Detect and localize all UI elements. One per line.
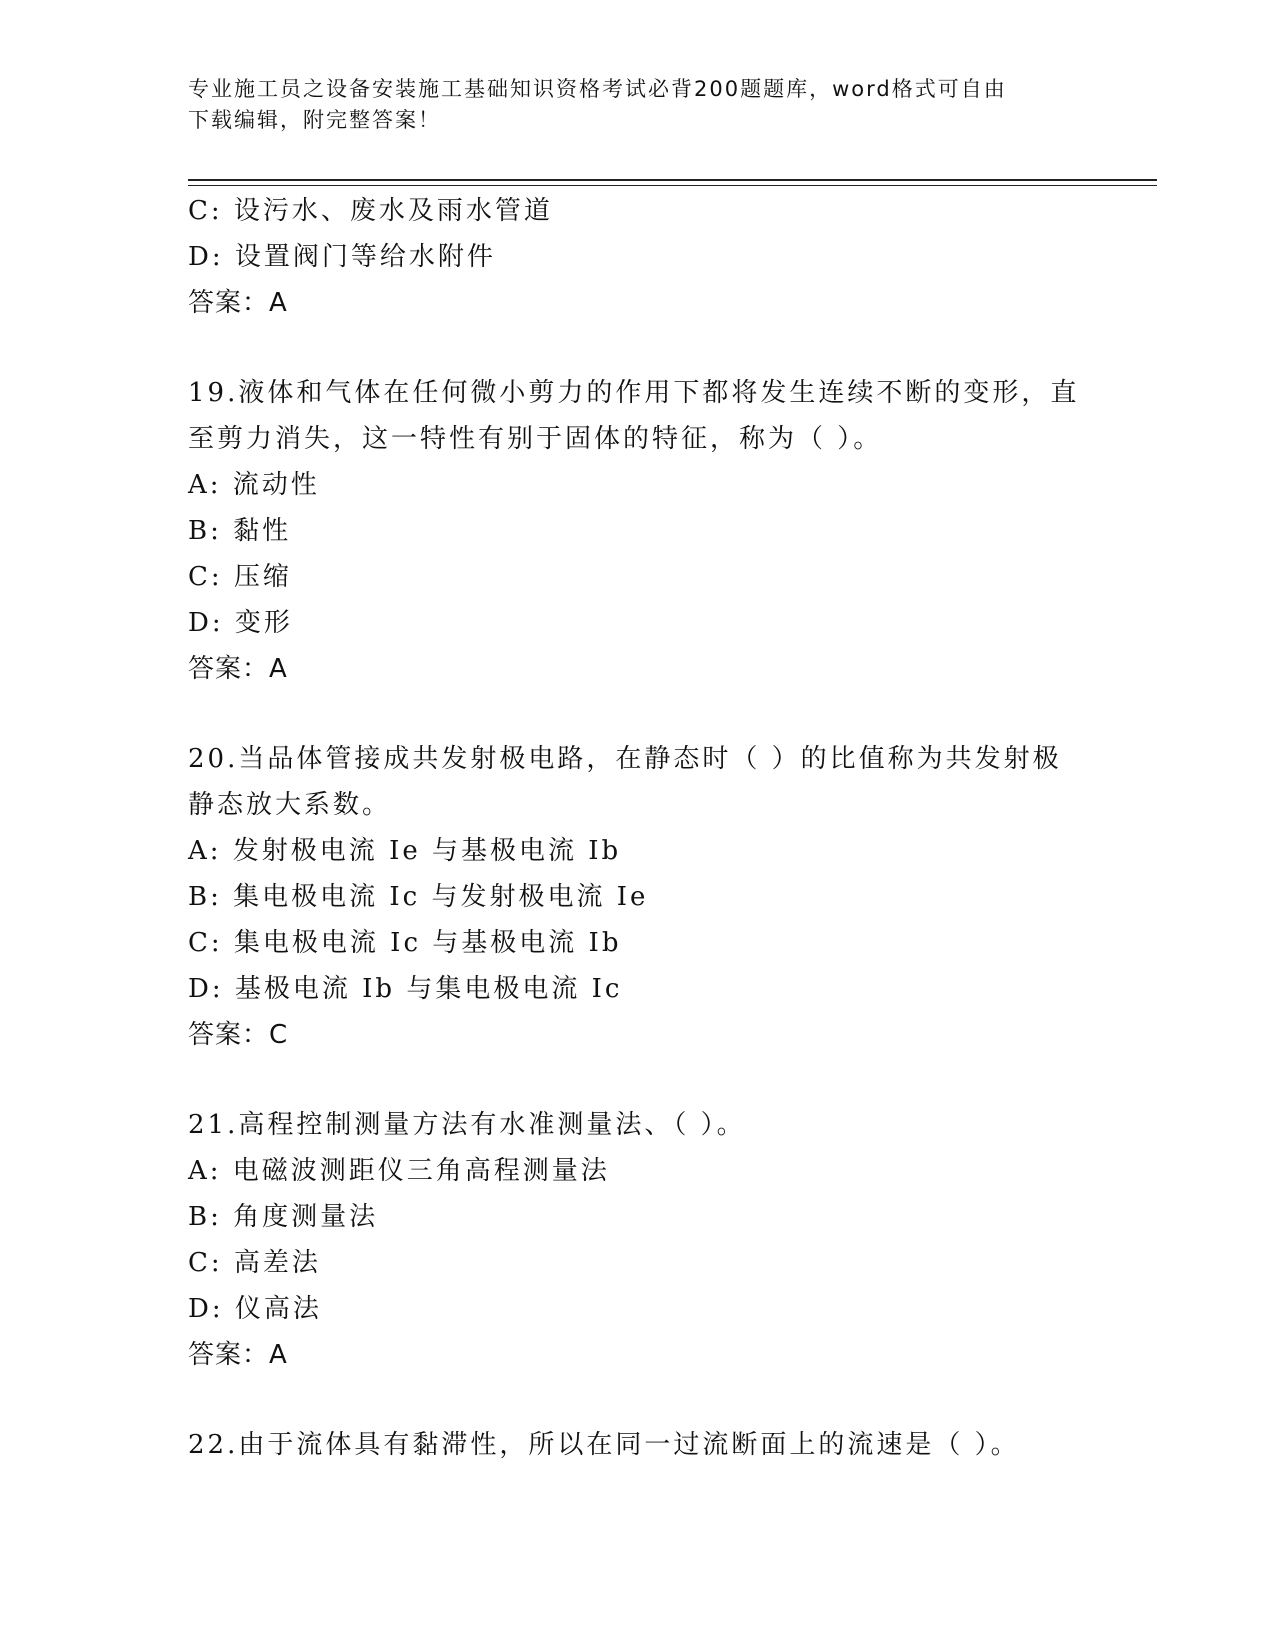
- option-c: C: 高差法: [188, 1248, 321, 1278]
- option-d: D: 仪高法: [188, 1294, 322, 1324]
- answer-line: 答案：A: [188, 288, 288, 318]
- option-b: B: 黏性: [188, 516, 292, 546]
- option-b: B: 角度测量法: [188, 1202, 379, 1232]
- option-a: A: 流动性: [188, 470, 320, 500]
- question-text-line: 静态放大系数。: [188, 790, 392, 820]
- header-line-2: 下载编辑，附完整答案！: [188, 108, 441, 132]
- option-a: A: 发射极电流 Ie 与基极电流 Ib: [188, 836, 622, 866]
- header-divider-thick: [188, 179, 1157, 181]
- option-d: D: 变形: [188, 608, 293, 638]
- option-c: C: 集电极电流 Ic 与基极电流 Ib: [188, 928, 622, 958]
- question-20: [188, 736, 1088, 1058]
- option-b: B: 集电极电流 Ic 与发射极电流 Ie: [188, 882, 649, 912]
- question-text-line: 21.高程控制测量方法有水准测量法、（ ）。: [188, 1110, 746, 1140]
- option-a: A: 电磁波测距仪三角高程测量法: [188, 1156, 610, 1186]
- question-22: [188, 1422, 1088, 1468]
- answer-line: 答案：A: [188, 654, 288, 684]
- question-text-line: 20.当品体管接成共发射极电路，在静态时（ ）的比值称为共发射极: [188, 744, 1062, 774]
- answer-line: 答案：C: [188, 1020, 289, 1050]
- question-21: [188, 1102, 1088, 1378]
- answer-line: 答案：A: [188, 1340, 288, 1370]
- question-18-continued: [188, 188, 1088, 326]
- question-19: [188, 370, 1088, 692]
- question-list: [188, 188, 1088, 1468]
- option-d: D: 设置阀门等给水附件: [188, 242, 496, 272]
- option-c: C: 压缩: [188, 562, 292, 592]
- spacer: [188, 326, 1088, 370]
- header-line-1: 专业施工员之设备安装施工基础知识资格考试必背200题题库，word格式可自由: [188, 77, 1007, 101]
- question-text-line: 19.液体和气体在任何微小剪力的作用下都将发生连续不断的变形，直: [188, 378, 1080, 408]
- question-text-line: 22.由于流体具有黏滞性，所以在同一过流断面上的流速是（ ）。: [188, 1430, 1020, 1460]
- page-header: [188, 74, 1088, 136]
- option-d: D: 基极电流 Ib 与集电极电流 Ic: [188, 974, 623, 1004]
- spacer: [188, 1058, 1088, 1102]
- question-text-line: 至剪力消失，这一特性有别于固体的特征，称为（ ）。: [188, 424, 883, 454]
- option-c: C: 设污水、废水及雨水管道: [188, 196, 553, 226]
- header-divider-thin: [188, 185, 1157, 186]
- spacer: [188, 1378, 1088, 1422]
- spacer: [188, 692, 1088, 736]
